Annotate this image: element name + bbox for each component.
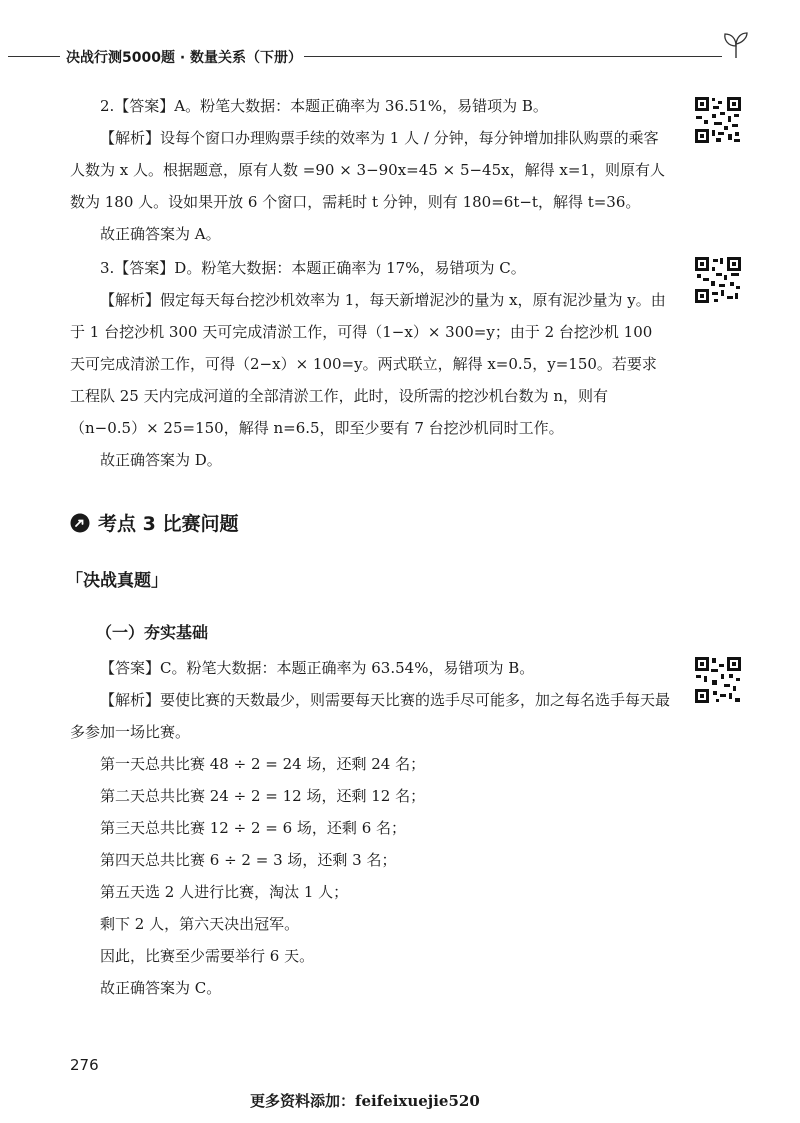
q3-analysis: 【解析】假定每天每台挖沙机效率为 1，每天新增泥沙的量为 x，原有泥沙量为 y。由于 1 台挖沙机 300 天可完成清淤工作，可得（1−x）× 300=y；由于 2 台挖沙机 100 天可完成清淤工作，可得（2−x）× 100=y。两式联立，解得 x=0.5，y=150。若要求工程队 25 天内完成河道的全部清淤工作，此时，设所需的挖沙机台数为 n，则有（n−0.5）× 25=150，解得 n=6.5，即至少要有 7 台挖沙机同时工作。 bbox=[70, 291, 666, 437]
header-rule-left bbox=[8, 56, 60, 57]
q1-step: 因此，比赛至少需要举行 6 天。 bbox=[100, 947, 315, 965]
q2-answer-line: 2.【答案】A。粉笔大数据：本题正确率为 36.51%，易错项为 B。 bbox=[100, 97, 548, 115]
q3-conclusion: 故正确答案为 D。 bbox=[100, 451, 222, 469]
q1-step: 第四天总共比赛 6 ÷ 2 = 3 场，还剩 3 名； bbox=[100, 851, 397, 869]
q1-step: 第二天总共比赛 24 ÷ 2 = 12 场，还剩 12 名； bbox=[100, 787, 426, 805]
q1-step: 第一天总共比赛 48 ÷ 2 = 24 场，还剩 24 名； bbox=[100, 755, 426, 773]
subsection-title: 「决战真题」 bbox=[66, 571, 168, 591]
q2-conclusion: 故正确答案为 A。 bbox=[100, 225, 221, 243]
page-number: 276 bbox=[70, 1056, 99, 1074]
q1-analysis: 【解析】要使比赛的天数最少，则需要每天比赛的选手尽可能多，加之每名选手每天最多参加一场比赛。 bbox=[70, 691, 671, 741]
qr-code-icon[interactable] bbox=[694, 656, 742, 704]
qr-code-icon[interactable] bbox=[694, 256, 742, 304]
q1-step: 第三天总共比赛 12 ÷ 2 = 6 场，还剩 6 名； bbox=[100, 819, 406, 837]
qr-code-icon[interactable] bbox=[694, 96, 742, 144]
section-title: 考点 3 比赛问题 bbox=[98, 513, 239, 535]
sprout-icon bbox=[722, 30, 750, 60]
level-title: （一）夯实基础 bbox=[96, 623, 209, 642]
book-title: 决战行测5000题 · 数量关系（下册） bbox=[66, 50, 303, 66]
q1-answer-line: 【答案】C。粉笔大数据：本题正确率为 63.54%，易错项为 B。 bbox=[100, 659, 535, 677]
header-rule-right bbox=[304, 56, 722, 57]
section-badge-icon bbox=[70, 513, 90, 533]
q2-analysis: 【解析】设每个窗口办理购票手续的效率为 1 人 / 分钟，每分钟增加排队购票的乘客人数为 x 人。根据题意，原有人数 =90 × 3−90x=45 × 5−45x，解得 x=1，则原有人数为 180 人。设如果开放 6 个窗口，需耗时 t 分钟，则有 180=6t−t，解得 t=36。 bbox=[70, 129, 665, 211]
q1-step: 故正确答案为 C。 bbox=[100, 979, 222, 997]
q1-step: 第五天选 2 人进行比赛，淘汰 1 人； bbox=[100, 883, 349, 901]
q3-answer-line: 3.【答案】D。粉笔大数据：本题正确率为 17%，易错项为 C。 bbox=[100, 259, 526, 277]
promo-text: 更多资料添加：feifeixuejie520 bbox=[250, 1092, 480, 1110]
q1-step: 剩下 2 人，第六天决出冠军。 bbox=[100, 915, 300, 933]
